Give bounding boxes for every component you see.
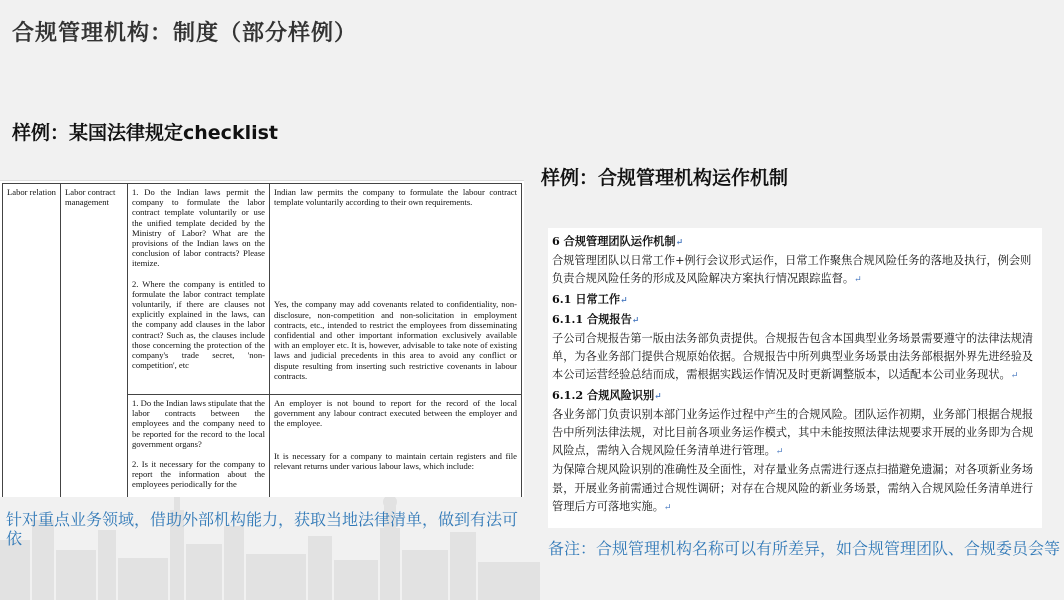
answer-text: An employer is not bound to report for the record of the local government any labour contract executed between the employer and the employee. [274, 398, 517, 429]
question-cell [128, 184, 270, 395]
right-note: 备注：合规管理机构名称可以有所差异，如合规管理团队、合规委员会等 [548, 539, 1061, 558]
law-checklist-table-image [0, 180, 524, 497]
table-row [3, 184, 522, 395]
question-cell [128, 395, 270, 497]
left-note: 针对重点业务领域，借助外部机构能力，获取当地法律清单，做到有法可依 [6, 510, 519, 548]
question-text: 2. Where the company is entitled to formulate the labor contract template voluntarily, if there are clauses not explicitly explained in the laws, can the company add clauses in the labor contract? Such as, the clauses include those concerning the protection of the company's trade secret, 'non-competition', etc [132, 278, 265, 371]
topic-cell: Labor contract management [61, 184, 128, 498]
section-heading: 6.1.2 合规风险识别↵ [552, 387, 662, 402]
left-heading: 样例：某国法律规定checklist [12, 122, 278, 144]
section-paragraph: 各业务部门负责识别本部门业务运作过程中产生的合规风险。团队运作初期，业务部门根据合规报告中所列法律法规，对比目前各项业务运作模式，其中未能按照法律法规要求开展的业务即为合规风险点，需纳入合规风险任务清单进行管理。↵ [552, 407, 1034, 458]
page-title: 合规管理机构：制度（部分样例） [12, 21, 358, 46]
section-paragraph: 合规管理团队以日常工作+例行会议形式运作，日常工作聚焦合规风险任务的落地及执行，例会则负责合规风险任务的形成及风险解决方案执行情况跟踪监督。↵ [552, 254, 1032, 286]
mechanism-document-image [548, 228, 1042, 528]
section-heading: 6.1.1 合规报告↵ [552, 311, 640, 326]
answer-cell [270, 184, 522, 395]
question-text: 1. Do the Indian laws stipulate that the labor contracts between the employees and the company need to be reported for the record to the local government organs? [132, 398, 265, 449]
answer-cell [270, 395, 522, 497]
answer-text: It is necessary for a company to maintain certain registers and file relevant returns under various labour laws, which include: [274, 450, 517, 471]
section-heading: 6 合规管理团队运作机制↵ [552, 234, 684, 248]
law-checklist-table [2, 183, 522, 497]
section-paragraph: 子公司合规报告第一版由法务部负责提供。合规报告包含本国典型业务场景需要遵守的法律法规清单，为各业务部门提供合规原始依据。合规报告中所列典型业务场景由法务部根据外界先进经验及本公司运营经验总结而成，需根据实践运作情况及时更新调整版本，以适配本公司业务现状。↵ [552, 332, 1034, 382]
answer-text: Indian law permits the company to formulate the labour contract template voluntarily according to their own requirements. [274, 187, 517, 208]
right-heading: 样例：合规管理机构运作机制 [541, 167, 789, 189]
answer-text: Yes, the company may add covenants related to confidentiality, non-disclosure, non-competition and non-solicitation in employment contracts, etc., intended to restrict the employees from disseminating confidential and other important information exclusively available with an employer etc. It is, however, advisable to take note of existing laws and judicial precedents in this area to avoid any conflict or dispute resulting from inserting such restrictive covenants in labour contracts. [274, 299, 517, 381]
question-text: 2. Is it necessary for the company to report the information about the employees periodically for the [132, 459, 265, 490]
category-cell: Labor relation [3, 184, 61, 498]
section-heading: 6.1 日常工作↵ [552, 291, 628, 306]
question-text: 1. Do the Indian laws permit the company to formulate the labor contract template voluntarily or use the unified template decided by the Ministry of Labor? What are the provisions of the Indian laws on the conclusion of labor contracts? Please itemize. [132, 187, 265, 269]
section-paragraph: 为保障合规风险识别的准确性及全面性，对存量业务点需进行逐点扫描避免遗漏；对各项新业务场景，开展业务前需通过合规性调研；对存在合规风险的新业务场景，需纳入合规风险任务清单进行管理后方可落地实施。↵ [552, 463, 1034, 513]
